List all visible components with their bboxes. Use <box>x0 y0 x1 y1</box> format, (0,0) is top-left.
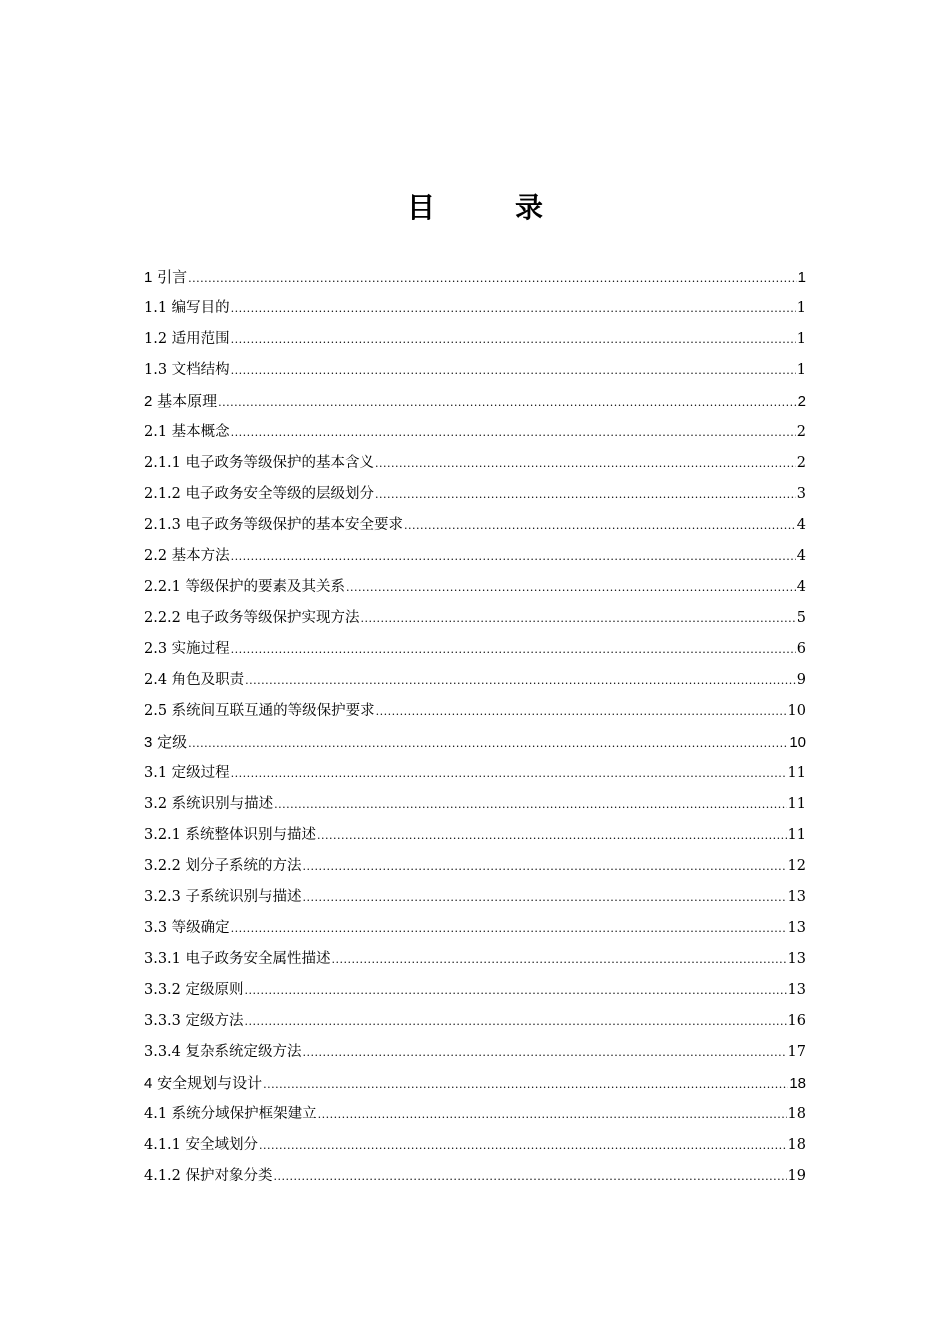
toc-entry[interactable] <box>144 696 806 727</box>
toc-entry[interactable] <box>144 355 806 386</box>
toc-dot-leader <box>259 1130 787 1161</box>
toc-entry-number: 2.2.1 <box>144 579 181 595</box>
toc-entry[interactable] <box>144 1161 806 1192</box>
toc-entry-number: 3.3.3 <box>144 1013 181 1029</box>
toc-entry-title: 等级保护的要素及其关系 <box>185 579 346 595</box>
toc-entry-label <box>144 944 331 975</box>
toc-entry-number: 3.2.3 <box>144 889 181 905</box>
toc-entry-number: 4.1.2 <box>144 1168 181 1184</box>
toc-entry-label <box>144 851 302 882</box>
toc-entry-title: 基本原理 <box>157 392 218 410</box>
toc-page-number: 16 <box>787 1013 806 1029</box>
toc-entry[interactable] <box>144 1037 806 1068</box>
toc-entry-label <box>144 1161 273 1192</box>
toc-dot-leader <box>231 324 796 355</box>
toc-entry-title: 电子政务安全等级的层级划分 <box>185 486 375 502</box>
toc-entry-number: 1.2 <box>144 331 168 347</box>
toc-dot-leader <box>188 728 788 758</box>
toc-entry-title: 划分子系统的方法 <box>185 858 302 874</box>
toc-entry-label <box>144 1099 317 1130</box>
toc-page-number: 10 <box>789 734 806 751</box>
toc-dot-leader <box>375 448 796 479</box>
toc-entry-title: 电子政务安全属性描述 <box>185 951 331 967</box>
toc-page-number: 2 <box>796 424 806 440</box>
toc-entry-label <box>144 510 403 541</box>
toc-entry-title: 复杂系统定级方法 <box>185 1044 302 1060</box>
toc-entry[interactable] <box>144 293 806 324</box>
toc-entry-number: 3.2 <box>144 796 168 812</box>
toc-dot-leader <box>245 665 796 696</box>
toc-entry[interactable] <box>144 1068 806 1099</box>
toc-entry-label <box>144 882 302 913</box>
toc-entry-number: 2.2 <box>144 548 168 564</box>
toc-entry-label <box>144 1068 262 1099</box>
toc-entry-number: 3.2.1 <box>144 827 181 843</box>
toc-entry-title: 实施过程 <box>171 641 230 657</box>
toc-entry[interactable] <box>144 479 806 510</box>
toc-page-number: 18 <box>789 1075 806 1092</box>
toc-entry[interactable] <box>144 324 806 355</box>
toc-entry-title: 保护对象分类 <box>185 1168 273 1184</box>
toc-dot-leader <box>303 851 787 882</box>
toc-dot-leader <box>218 387 797 417</box>
toc-entry[interactable] <box>144 882 806 913</box>
toc-entry-label <box>144 1037 302 1068</box>
toc-page-number: 18 <box>787 1137 806 1153</box>
toc-entry-label <box>144 665 244 696</box>
toc-entry-title: 编写目的 <box>171 300 230 316</box>
toc-page-number: 13 <box>787 920 806 936</box>
toc-page-number: 13 <box>787 951 806 967</box>
toc-dot-leader <box>231 913 787 944</box>
toc-page-number: 1 <box>797 269 806 286</box>
toc-entry-number: 1.1 <box>144 300 168 316</box>
toc-entry-label <box>144 696 375 727</box>
toc-dot-leader <box>303 1037 787 1068</box>
toc-entry[interactable] <box>144 572 806 603</box>
toc-dot-leader <box>231 758 787 789</box>
toc-page-number: 18 <box>787 1106 806 1122</box>
toc-page-number: 19 <box>787 1168 806 1184</box>
toc-entry[interactable] <box>144 1099 806 1130</box>
toc-page-number: 3 <box>796 486 806 502</box>
toc-entry-title: 系统分域保护框架建立 <box>171 1106 317 1122</box>
toc-entry-label <box>144 355 230 386</box>
toc-page-number: 1 <box>796 331 806 347</box>
toc-entry-label <box>144 386 217 417</box>
toc-entry-number: 2.1.2 <box>144 486 181 502</box>
toc-entry-label <box>144 293 230 324</box>
toc-entry-label <box>144 572 345 603</box>
toc-entry-title: 系统整体识别与描述 <box>185 827 317 843</box>
toc-dot-leader <box>263 1069 788 1099</box>
toc-entry-number: 2.5 <box>144 703 168 719</box>
toc-entry-number: 3 <box>144 734 153 751</box>
toc-entry-title: 角色及职责 <box>171 672 245 688</box>
toc-entry-title: 引言 <box>157 268 188 286</box>
toc-entry[interactable] <box>144 448 806 479</box>
toc-dot-leader <box>245 1006 787 1037</box>
toc-entry-title: 电子政务等级保护的基本含义 <box>185 455 375 471</box>
toc-dot-leader <box>274 789 786 820</box>
toc-dot-leader <box>231 417 796 448</box>
toc-entry-label <box>144 727 187 758</box>
toc-entry-title: 安全域划分 <box>185 1137 259 1153</box>
toc-dot-leader <box>231 355 796 386</box>
toc-entry[interactable] <box>144 541 806 572</box>
toc-entry-label <box>144 1130 258 1161</box>
toc-entry[interactable] <box>144 820 806 851</box>
toc-entry-title: 系统间互联互通的等级保护要求 <box>171 703 375 719</box>
toc-entry-label <box>144 789 273 820</box>
toc-page-number: 11 <box>787 796 806 812</box>
toc-entry[interactable] <box>144 665 806 696</box>
toc-dot-leader <box>375 479 796 510</box>
toc-entry-title: 安全规划与设计 <box>157 1074 263 1092</box>
page-title: 目 录 <box>406 191 569 224</box>
toc-entry[interactable] <box>144 386 806 417</box>
toc-entry-label <box>144 603 360 634</box>
toc-page-number: 4 <box>796 517 806 533</box>
toc-entry-number: 2.1.1 <box>144 455 181 471</box>
toc-page-number: 2 <box>796 455 806 471</box>
toc-entry-label <box>144 262 187 293</box>
toc-entry-label <box>144 479 374 510</box>
toc-entry-number: 4.1.1 <box>144 1137 181 1153</box>
toc-dot-leader <box>303 882 787 913</box>
toc-entry-number: 2.2.2 <box>144 610 181 626</box>
toc-page-number: 1 <box>796 362 806 378</box>
toc-entry[interactable] <box>144 851 806 882</box>
toc-dot-leader <box>231 634 796 665</box>
toc-page-number: 4 <box>796 579 806 595</box>
toc-dot-leader <box>274 1161 787 1192</box>
toc-entry-label <box>144 417 230 448</box>
toc-entry-title: 基本概念 <box>171 424 230 440</box>
toc-page-number: 11 <box>787 827 806 843</box>
toc-entry-number: 3.2.2 <box>144 858 181 874</box>
toc-dot-leader <box>318 1099 787 1130</box>
toc-entry-title: 电子政务等级保护实现方法 <box>185 610 360 626</box>
toc-entry[interactable] <box>144 1130 806 1161</box>
toc-entry[interactable] <box>144 510 806 541</box>
toc-entry-number: 2.1 <box>144 424 168 440</box>
toc-entry-title: 定级过程 <box>171 765 230 781</box>
toc-entry-number: 3.3.2 <box>144 982 181 998</box>
toc-dot-leader <box>231 293 796 324</box>
toc-dot-leader <box>332 944 787 975</box>
toc-page-number: 2 <box>797 393 806 410</box>
toc-dot-leader <box>245 975 787 1006</box>
toc-entry[interactable] <box>144 1006 806 1037</box>
toc-entry-label <box>144 448 374 479</box>
toc-dot-leader <box>346 572 796 603</box>
toc-entry-title: 文档结构 <box>171 362 230 378</box>
toc-page-number: 1 <box>796 300 806 316</box>
toc-page-number: 13 <box>787 982 806 998</box>
toc-entry-title: 子系统识别与描述 <box>185 889 302 905</box>
toc-entry-number: 1.3 <box>144 362 168 378</box>
toc-entry-number: 3.1 <box>144 765 168 781</box>
toc-entry-title: 系统识别与描述 <box>171 796 274 812</box>
toc-entry-title: 基本方法 <box>171 548 230 564</box>
toc-entry[interactable] <box>144 789 806 820</box>
toc-dot-leader <box>404 510 796 541</box>
toc-entry-label <box>144 820 316 851</box>
toc-page-number: 10 <box>787 703 806 719</box>
toc-entry-number: 3.3.1 <box>144 951 181 967</box>
toc-entry-label <box>144 975 244 1006</box>
toc-entry-title: 定级方法 <box>185 1013 244 1029</box>
toc-page-number: 4 <box>796 548 806 564</box>
toc-entry-number: 4.1 <box>144 1106 168 1122</box>
toc-entry-title: 适用范围 <box>171 331 230 347</box>
toc-entry-number: 2.4 <box>144 672 168 688</box>
toc-entry[interactable] <box>144 634 806 665</box>
toc-entry-number: 3.3 <box>144 920 168 936</box>
toc-dot-leader <box>188 263 797 293</box>
toc-entry-label <box>144 1006 244 1037</box>
toc-entry-label <box>144 913 230 944</box>
toc-entry-title: 等级确定 <box>171 920 230 936</box>
toc-entry-number: 1 <box>144 269 153 286</box>
toc-entry[interactable] <box>144 975 806 1006</box>
toc-entry-title: 定级 <box>157 733 188 751</box>
toc-entry-title: 定级原则 <box>185 982 244 998</box>
toc-entry-label <box>144 634 230 665</box>
toc-page-number: 6 <box>796 641 806 657</box>
toc-entry-number: 2.1.3 <box>144 517 181 533</box>
toc-entry-label <box>144 541 230 572</box>
toc-entry-title: 电子政务等级保护的基本安全要求 <box>185 517 404 533</box>
toc-entry[interactable] <box>144 944 806 975</box>
toc-entry-label <box>144 324 230 355</box>
toc-page-number: 13 <box>787 889 806 905</box>
toc-entry[interactable] <box>144 417 806 448</box>
toc-entry[interactable] <box>144 262 806 293</box>
toc-entry-number: 2 <box>144 393 153 410</box>
table-of-contents <box>144 262 806 1192</box>
toc-entry-number: 2.3 <box>144 641 168 657</box>
toc-entry[interactable] <box>144 758 806 789</box>
toc-dot-leader <box>376 696 787 727</box>
toc-dot-leader <box>317 820 787 851</box>
toc-page-number: 5 <box>796 610 806 626</box>
toc-entry[interactable] <box>144 913 806 944</box>
toc-page-number: 17 <box>787 1044 806 1060</box>
toc-dot-leader <box>231 541 796 572</box>
toc-entry-label <box>144 758 230 789</box>
toc-entry-number: 3.3.4 <box>144 1044 181 1060</box>
toc-page-number: 12 <box>787 858 806 874</box>
toc-entry[interactable] <box>144 603 806 634</box>
toc-dot-leader <box>361 603 796 634</box>
toc-entry-number: 4 <box>144 1075 153 1092</box>
toc-page-number: 9 <box>796 672 806 688</box>
toc-page-number: 11 <box>787 765 806 781</box>
toc-entry[interactable] <box>144 727 806 758</box>
